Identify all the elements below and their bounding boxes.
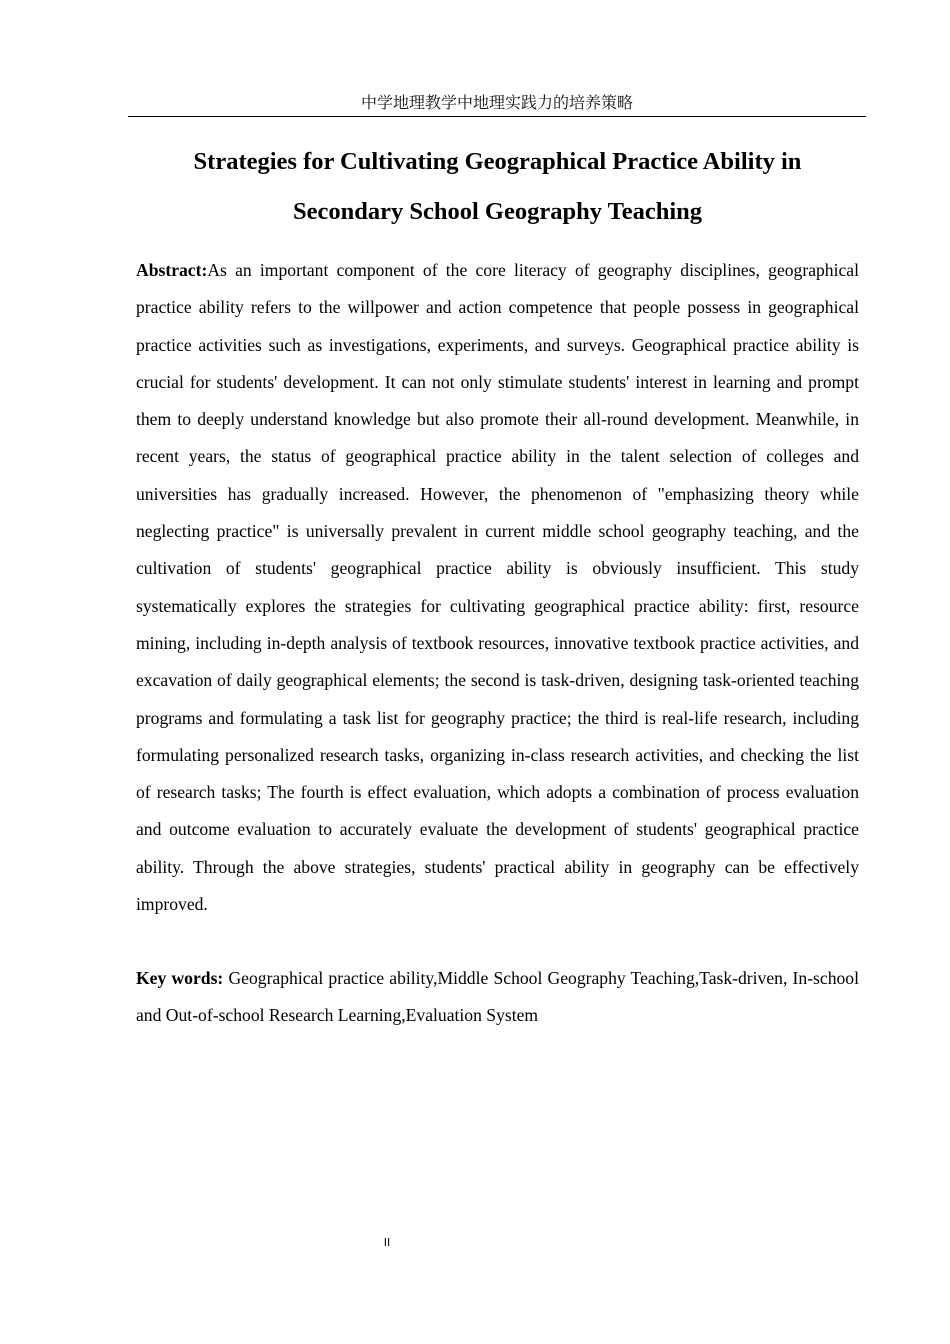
keywords-label: Key words: <box>136 968 224 988</box>
keywords-text: Geographical practice ability,Middle School Geography Teaching,Task-driven, In-school and Out-of-school Research Learning,Evaluation System <box>136 968 859 1026</box>
abstract-text: As an important component of the core literacy of geography disciplines, geographical practice ability refers to the willpower and action competence that people possess in geographical practice activities such as investigations, experiments, and surveys. Geographical practice ability is crucial for students' development. It can not only stimulate students' interest in learning and prompt them to deeply understand knowledge but also promote their all-round development. Meanwhile, in recent years, the status of geographical practice ability in the talent selection of colleges and universities has gradually increased. However, the phenomenon of "emphasizing theory while neglecting practice" is universally prevalent in current middle school geography teaching, and the cultivation of students' geographical practice ability is obviously insufficient. This study systematically explores the strategies for cultivating geographical practice ability: first, resource mining, including in-depth analysis of textbook resources, innovative textbook practice activities, and excavation of daily geographical elements; the second is task-driven, designing task-oriented teaching programs and formulating a task list for geography practice; the third is real-life research, including formulating personalized research tasks, organizing in-class research activities, and checking the list of research tasks; The fourth is effect evaluation, which adopts a combination of process evaluation and outcome evaluation to accurately evaluate the development of students' geographical practice ability. Through the above strategies, students' practical ability in geography can be effectively improved. <box>136 260 859 915</box>
title-line-2: Secondary School Geography Teaching <box>292 198 703 225</box>
running-header: 中学地理教学中地理实践力的培养策略 <box>128 92 866 117</box>
page-number: II <box>383 1236 391 1249</box>
title-line-1: Strategies for Cultivating Geographical Practice Ability in <box>193 148 802 175</box>
abstract-paragraph <box>136 252 859 923</box>
abstract-label: Abstract: <box>136 260 208 280</box>
paper-title <box>136 137 859 237</box>
keywords-paragraph <box>136 960 859 1035</box>
